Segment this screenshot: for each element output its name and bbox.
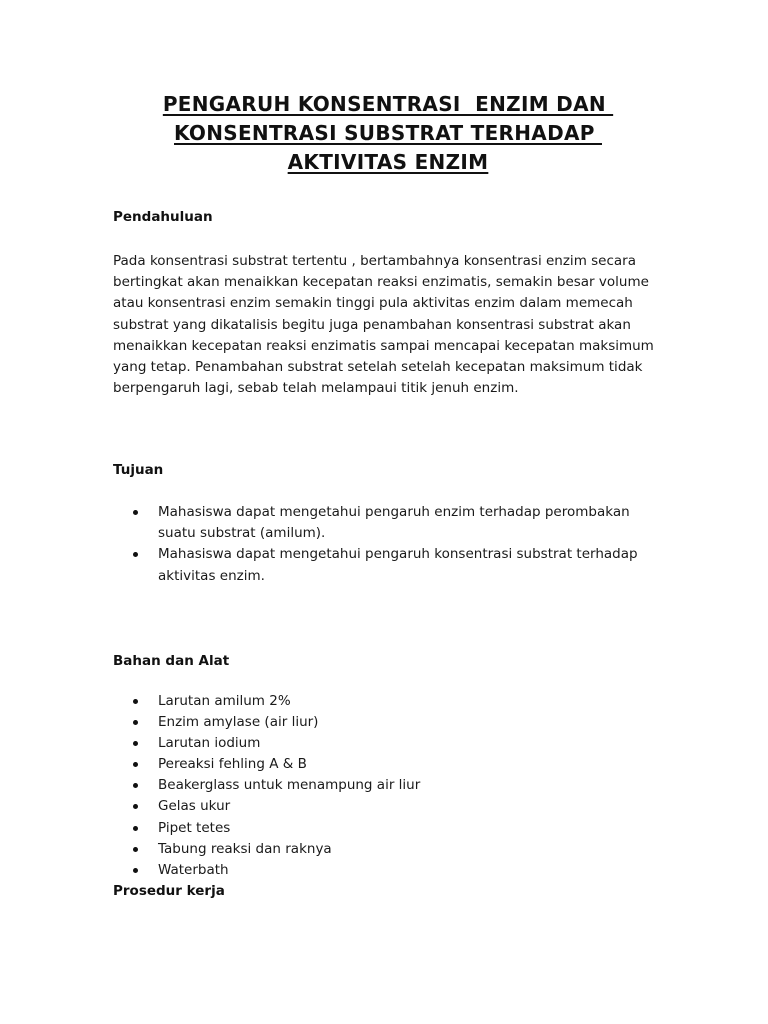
list-item-text: Larutan iodium [158,735,261,752]
title-line: PENGARUH KONSENTRASI ENZIM DAN [162,92,614,116]
bahan-list [113,691,420,881]
bullet-icon [133,510,138,515]
bullet-icon [133,868,138,873]
list-item-text: Gelas ukur [158,798,231,815]
list-item-text: Tabung reaksi dan raknya [158,840,332,857]
list-item-text: Larutan amilum 2% [158,693,291,709]
bullet-icon [133,699,138,704]
list-item [113,502,638,544]
bullet-icon [133,783,138,788]
list-item-text: Mahasiswa dapat mengetahui pengaruh konsentrasi substrat terhadap [158,546,638,563]
list-item-text: Enzim amylase (air liur) [158,714,319,731]
list-item [113,796,420,817]
heading-bahan-dan-alat: Bahan dan Alat [113,653,230,669]
heading-tujuan: Tujuan [113,462,164,478]
paragraph-line: yang tetap. Penambahan substrat setelah setelah kecepatan maksimum tidak [113,359,643,376]
bullet-icon [133,762,138,767]
title-line: AKTIVITAS ENZIM [287,150,489,174]
list-item-text: Pipet tetes [158,819,231,836]
paragraph-line: substrat yang dikatalisis begitu juga penambahan konsentrasi substrat akan [113,316,631,333]
heading-prosedur-kerja: Prosedur kerja [113,883,225,899]
list-item-text: Mahasiswa dapat mengetahui pengaruh enzim terhadap perombakan [158,504,630,520]
bullet-icon [133,720,138,725]
paragraph-line: Pada konsentrasi substrat tertentu , bertambahnya konsentrasi enzim secara [113,253,636,269]
list-item [113,733,420,754]
tujuan-list [113,502,638,587]
bullet-icon [133,741,138,746]
document-title [100,90,676,177]
list-item [113,544,638,586]
bullet-icon [133,804,138,809]
list-item [113,860,420,881]
heading-pendahuluan: Pendahuluan [113,209,213,225]
paragraph-line: berpengaruh lagi, sebab telah melampaui titik jenuh enzim. [113,380,519,397]
bullet-icon [133,552,138,557]
paragraph-pendahuluan [113,251,673,399]
list-item [113,775,420,796]
list-item-text: Waterbath [158,861,229,878]
paragraph-line: bertingkat akan menaikkan kecepatan reaksi enzimatis, semakin besar volume [113,274,649,291]
list-item [113,691,420,712]
bullet-icon [133,826,138,831]
list-item-text: Beakerglass untuk menampung air liur [158,777,421,794]
list-item [113,818,420,839]
list-item [113,712,420,733]
title-line: KONSENTRASI SUBSTRAT TERHADAP [174,121,602,145]
paragraph-line: atau konsentrasi enzim semakin tinggi pula aktivitas enzim dalam memecah [113,295,633,312]
list-item [113,839,420,860]
list-item-text: Pereaksi fehling A & B [158,756,307,773]
bullet-icon [133,847,138,852]
list-item-text: aktivitas enzim. [158,567,265,584]
list-item [113,754,420,775]
paragraph-line: menaikkan kecepatan reaksi enzimatis sampai mencapai kecepatan maksimum [113,337,654,354]
list-item-text: suatu substrat (amilum). [158,525,326,542]
